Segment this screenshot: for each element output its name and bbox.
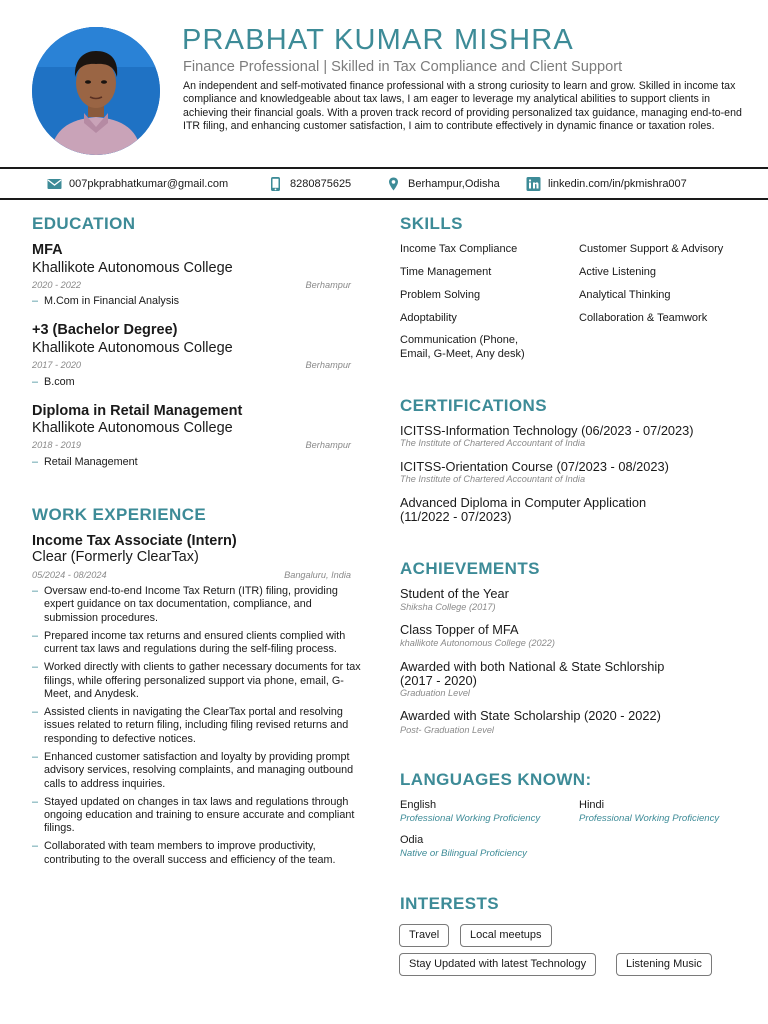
- list-item: – Worked directly with clients to gather necessary documents for tax filings, while offering personalized support via phone, email, G-Meet, and Anydesk.: [32, 661, 362, 701]
- skill-item: Time Management: [400, 266, 492, 278]
- job-location: Bangaluru, India: [284, 570, 351, 580]
- candidate-name: PRABHAT KUMAR MISHRA: [182, 24, 574, 56]
- language-name: Odia: [400, 834, 424, 846]
- interest-tag: Travel: [399, 924, 449, 947]
- education-school: Khallikote Autonomous College: [32, 420, 233, 436]
- certification-title: ICITSS-Information Technology (06/2023 - 07/2023): [400, 423, 694, 438]
- achievement-title: Awarded with State Scholarship (2020 - 2022): [400, 708, 661, 723]
- education-degree: MFA: [32, 242, 63, 258]
- education-degree: +3 (Bachelor Degree): [32, 322, 178, 338]
- section-title-interests: INTERESTS: [400, 894, 500, 913]
- skill-item: Customer Support & Advisory: [579, 243, 724, 255]
- job-responsibilities: [32, 585, 362, 872]
- location-text: Berhampur,Odisha: [408, 178, 500, 190]
- education-school: Khallikote Autonomous College: [32, 340, 233, 356]
- language-proficiency: Professional Working Proficiency: [400, 813, 541, 824]
- linkedin-text: linkedin.com/in/pkmishra007: [548, 178, 687, 190]
- list-item: – Assisted clients in navigating the ClearTax portal and resolving issues related to return filing, including filing revised returns and responding to defective notices.: [32, 706, 362, 746]
- email-text: 007pkprabhatkumar@gmail.com: [69, 178, 229, 190]
- location-pin-icon: [386, 177, 401, 191]
- section-title-certifications: CERTIFICATIONS: [400, 396, 547, 415]
- language-name: Hindi: [579, 799, 605, 811]
- skill-item: Adoptability: [400, 312, 457, 324]
- language-proficiency: Native or Bilingual Proficiency: [400, 848, 527, 859]
- education-dates: 2018 - 2019: [32, 440, 82, 450]
- email-icon: [47, 177, 62, 191]
- achievement-detail: Post- Graduation Level: [400, 725, 494, 735]
- list-item: – Stayed updated on changes in tax laws and regulations through ongoing education and training to ensure accurate and compliant filings.: [32, 796, 362, 836]
- linkedin-icon: [526, 177, 541, 191]
- skill-item: Collaboration & Teamwork: [579, 312, 708, 324]
- skill-item: Active Listening: [579, 266, 657, 278]
- achievement-title: Student of the Year: [400, 586, 509, 601]
- list-item: – Prepared income tax returns and ensured clients complied with current tax laws and regulations during the self-filing process.: [32, 630, 362, 657]
- certification-issuer: The Institute of Chartered Accountant of India: [400, 474, 586, 484]
- interest-tag: Listening Music: [616, 953, 712, 976]
- section-title-education: EDUCATION: [32, 214, 136, 233]
- skill-item: Communication (Phone, Email, G-Meet, Any desk): [400, 334, 525, 360]
- education-location: Berhampur: [305, 360, 351, 370]
- language-proficiency: Professional Working Proficiency: [579, 813, 720, 824]
- job-company: Clear (Formerly ClearTax): [32, 549, 199, 565]
- resume-header: [0, 0, 768, 166]
- contact-linkedin[interactable]: [526, 177, 687, 191]
- job-dates: 05/2024 - 08/2024: [32, 570, 107, 580]
- profile-photo: [32, 27, 160, 155]
- education-dates: 2020 - 2022: [32, 280, 82, 290]
- contact-location: [386, 177, 500, 191]
- achievement-detail: khallikote Autonomous College (2022): [400, 638, 555, 648]
- interest-tag: Local meetups: [460, 924, 552, 947]
- achievement-title: Awarded with both National & State Schlorship (2017 - 2020): [400, 659, 665, 688]
- language-name: English: [400, 799, 437, 811]
- candidate-tagline: Finance Professional | Skilled in Tax Compliance and Client Support: [183, 59, 623, 75]
- section-title-work-experience: WORK EXPERIENCE: [32, 505, 207, 524]
- certification-title: ICITSS-Orientation Course (07/2023 - 08/2023): [400, 459, 669, 474]
- contact-email[interactable]: [47, 177, 228, 191]
- education-detail: – B.com: [32, 376, 75, 389]
- skill-item: Income Tax Compliance: [400, 243, 518, 255]
- skill-item: Analytical Thinking: [579, 289, 671, 301]
- list-item: – Enhanced customer satisfaction and loyalty by providing prompt advisory services, resolving complaints, and managing outbound calls to address inquiries.: [32, 751, 362, 791]
- phone-text: 8280875625: [290, 178, 352, 190]
- list-item: – Oversaw end-to-end Income Tax Return (ITR) filing, providing expert guidance on tax documentation, compliance, and submission procedures.: [32, 585, 362, 625]
- job-title: Income Tax Associate (Intern): [32, 533, 237, 549]
- education-location: Berhampur: [305, 280, 351, 290]
- achievement-detail: Graduation Level: [400, 688, 470, 698]
- interest-tag: Stay Updated with latest Technology: [399, 953, 596, 976]
- profile-summary: An independent and self-motivated finance professional with a strong curiosity to learn and grow. Skilled in income tax compliance and knowledgeable about tax laws, I am eager to leverage my analytical abilities to support clients in achieving their financial goals. With a proven track record of providing personalized tax guidance, managing end-to-end ITR filing, and enhancing customer satisfaction, I aim to contribute effectively in dynamic finance or taxation roles.: [183, 80, 742, 133]
- contact-bar: [0, 167, 768, 200]
- education-detail: – M.Com in Financial Analysis: [32, 295, 179, 308]
- contact-phone[interactable]: [268, 177, 351, 191]
- section-title-skills: SKILLS: [400, 214, 463, 233]
- skill-item: Problem Solving: [400, 289, 481, 301]
- achievement-title: Class Topper of MFA: [400, 622, 519, 637]
- section-title-achievements: ACHIEVEMENTS: [400, 559, 540, 578]
- education-detail: – Retail Management: [32, 456, 138, 469]
- education-school: Khallikote Autonomous College: [32, 260, 233, 276]
- certification-title: Advanced Diploma in Computer Application (11/2022 - 07/2023): [400, 495, 647, 524]
- list-item: – Collaborated with team members to improve productivity, contributing to the overall success and efficiency of the team.: [32, 840, 362, 867]
- phone-icon: [268, 177, 283, 191]
- certification-issuer: The Institute of Chartered Accountant of India: [400, 438, 586, 448]
- education-degree: Diploma in Retail Management: [32, 403, 243, 419]
- section-title-languages: LANGUAGES KNOWN:: [400, 770, 592, 789]
- education-location: Berhampur: [305, 440, 351, 450]
- education-dates: 2017 - 2020: [32, 360, 82, 370]
- achievement-detail: Shiksha College (2017): [400, 602, 496, 612]
